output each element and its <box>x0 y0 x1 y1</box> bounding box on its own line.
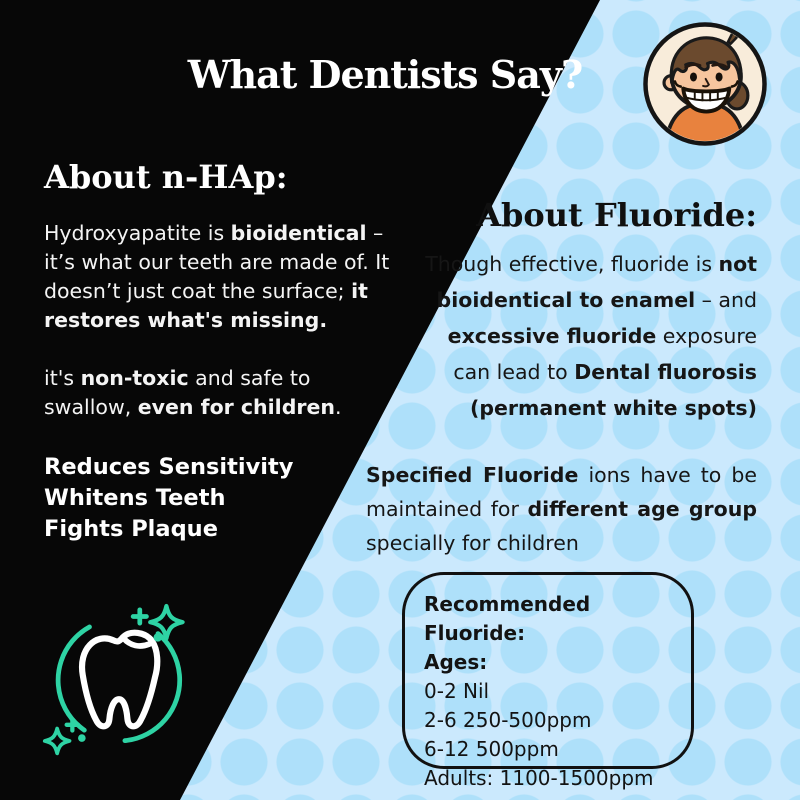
rec-box-line: Ages: <box>424 650 488 674</box>
page-title: What Dentists Say? <box>187 52 583 97</box>
nhap-paragraph-2: it's non-toxic and safe to swallow, even for children. <box>44 366 342 419</box>
dot-icon <box>78 734 86 742</box>
fluoride-paragraph-1: Though effective, fluoride is not bioidentical to enamel – and excessive fluoride exposure can lead to Dental fluorosis (permanent white spots) <box>425 252 757 420</box>
smiling-kid-avatar <box>641 20 769 148</box>
rec-box-line: Adults: 1100-1500ppm <box>424 766 654 790</box>
benefit-item: Whitens Teeth <box>44 485 226 511</box>
rec-box-line: 0-2 Nil <box>424 679 490 703</box>
nhap-heading: About n-HAp: <box>44 158 288 196</box>
tooth-icon <box>22 588 212 778</box>
tooth-sparkle-icon <box>22 588 212 778</box>
rec-box-line: 2-6 250-500ppm <box>424 708 592 732</box>
nhap-benefits-list <box>44 452 293 545</box>
fluoride-paragraph-2: Specified Fluoride ions have to be maintained for different age group specially for children <box>366 463 757 555</box>
rec-box-line: 6-12 500ppm <box>424 737 559 761</box>
nhap-paragraph-1: Hydroxyapatite is bioidentical – it’s what our teeth are made of. It doesn’t just coat the surface; it restores what's missing. <box>44 221 390 332</box>
sparkle-icon <box>150 606 182 638</box>
sparkle-icon <box>45 729 70 754</box>
fluoride-heading: About Fluoride: <box>476 196 757 234</box>
kid-avatar-icon <box>641 20 769 148</box>
rec-box-line: Recommended Fluoride: <box>424 592 591 645</box>
benefit-item: Reduces Sensitivity <box>44 454 294 480</box>
plus-icon <box>133 610 146 623</box>
recommended-fluoride-box <box>402 572 694 790</box>
dot-icon <box>154 633 163 642</box>
benefit-item: Fights Plaque <box>44 516 218 542</box>
